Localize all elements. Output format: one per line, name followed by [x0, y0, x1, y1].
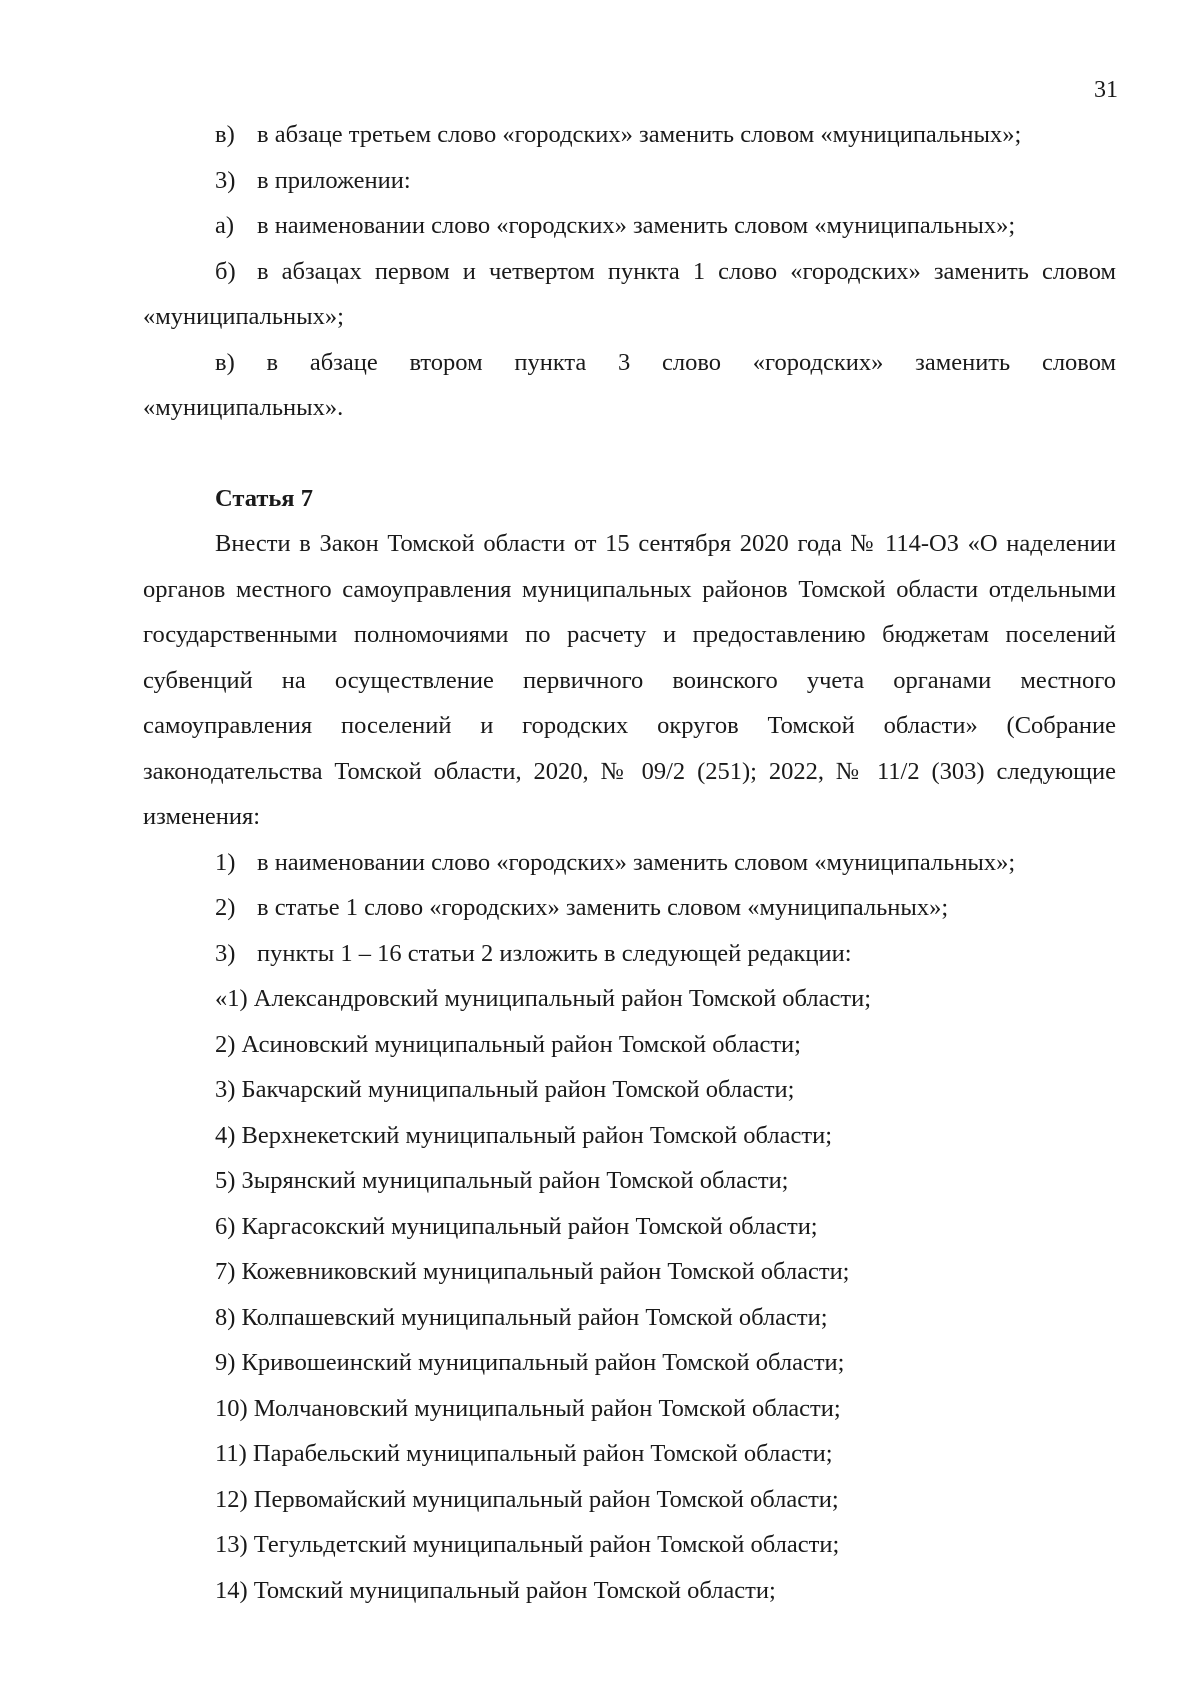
article-intro: Внести в Закон Томской области от 15 сентября 2020 года № 114-ОЗ «О наделении органов местного самоуправления муниципальных районов Томской области отдельными государственными полномочиями по расчету и предоставлению бюджетам поселений субвенций на осуществление первичного воинского учета органами местного самоуправления поселений и городских округов Томской области» (Собрание законодательства Томской области, 2020, № 09/2 (251); 2022, № 11/2 (303) следующие изменения:	[143, 530, 1116, 830]
district-item: 9) Кривошеинский муниципальный район Томской области;	[215, 1349, 845, 1376]
list-marker: 3)	[215, 939, 236, 967]
list-item-b	[143, 249, 1116, 340]
list-item-text: в наименовании слово «городских» заменить словом «муниципальных»;	[257, 848, 1016, 876]
district-item: 8) Колпашевский муниципальный район Томской области;	[215, 1303, 828, 1331]
district-item: 13) Тегульдетский муниципальный район Томской области;	[215, 1531, 840, 1558]
list-marker: а)	[215, 212, 235, 239]
change-item-1	[143, 840, 1116, 886]
list-item-text: в статье 1 слово «городских» заменить словом «муниципальных»;	[257, 894, 949, 921]
list-item-v2-line2: «муниципальных».	[143, 394, 344, 421]
list-item-3	[143, 158, 1116, 204]
list-item-v2-line1: в) в абзаце втором пункта 3 слово «городских» заменить словом	[215, 348, 1116, 376]
list-item-a	[143, 203, 1116, 249]
list-marker: 3)	[215, 166, 236, 194]
change-item-2	[143, 885, 1116, 931]
district-item: 10) Молчановский муниципальный район Томской области;	[215, 1394, 841, 1422]
list-item-text: в наименовании слово «городских» заменить словом «муниципальных»;	[257, 212, 1016, 239]
document-body	[143, 112, 1116, 1613]
district-item: 2) Асиновский муниципальный район Томской области;	[215, 1030, 801, 1058]
spacer	[143, 431, 1116, 476]
list-marker: 2)	[215, 894, 236, 921]
list-item-v	[143, 112, 1116, 158]
district-item: 7) Кожевниковский муниципальный район Томской области;	[215, 1258, 850, 1285]
list-marker: б)	[215, 257, 236, 285]
district-item: 14) Томский муниципальный район Томской области;	[215, 1576, 776, 1604]
list-item-text: в приложении:	[257, 166, 411, 194]
district-item: 4) Верхнекетский муниципальный район Томской области;	[215, 1121, 832, 1149]
article-heading: Статья 7	[215, 484, 313, 512]
district-item: 6) Каргасокский муниципальный район Томской области;	[215, 1212, 818, 1240]
district-item: «1) Александровский муниципальный район Томской области;	[215, 985, 872, 1012]
district-item: 11) Парабельский муниципальный район Томской области;	[215, 1440, 833, 1467]
list-item-text: пункты 1 – 16 статьи 2 изложить в следующей редакции:	[257, 939, 852, 967]
list-marker: в)	[215, 121, 235, 148]
list-item-text: в абзацах первом и четвертом пункта 1 слово «городских» заменить словом «муниципальных»;	[143, 257, 1116, 330]
district-item: 12) Первомайский муниципальный район Томской области;	[215, 1485, 839, 1513]
district-item: 3) Бакчарский муниципальный район Томской области;	[215, 1076, 795, 1103]
list-marker: 1)	[215, 848, 236, 876]
page-number: 31	[1094, 77, 1118, 103]
list-item-text: в абзаце третьем слово «городских» заменить словом «муниципальных»;	[257, 121, 1022, 148]
change-item-3	[143, 931, 1116, 977]
district-item: 5) Зырянский муниципальный район Томской области;	[215, 1167, 789, 1194]
